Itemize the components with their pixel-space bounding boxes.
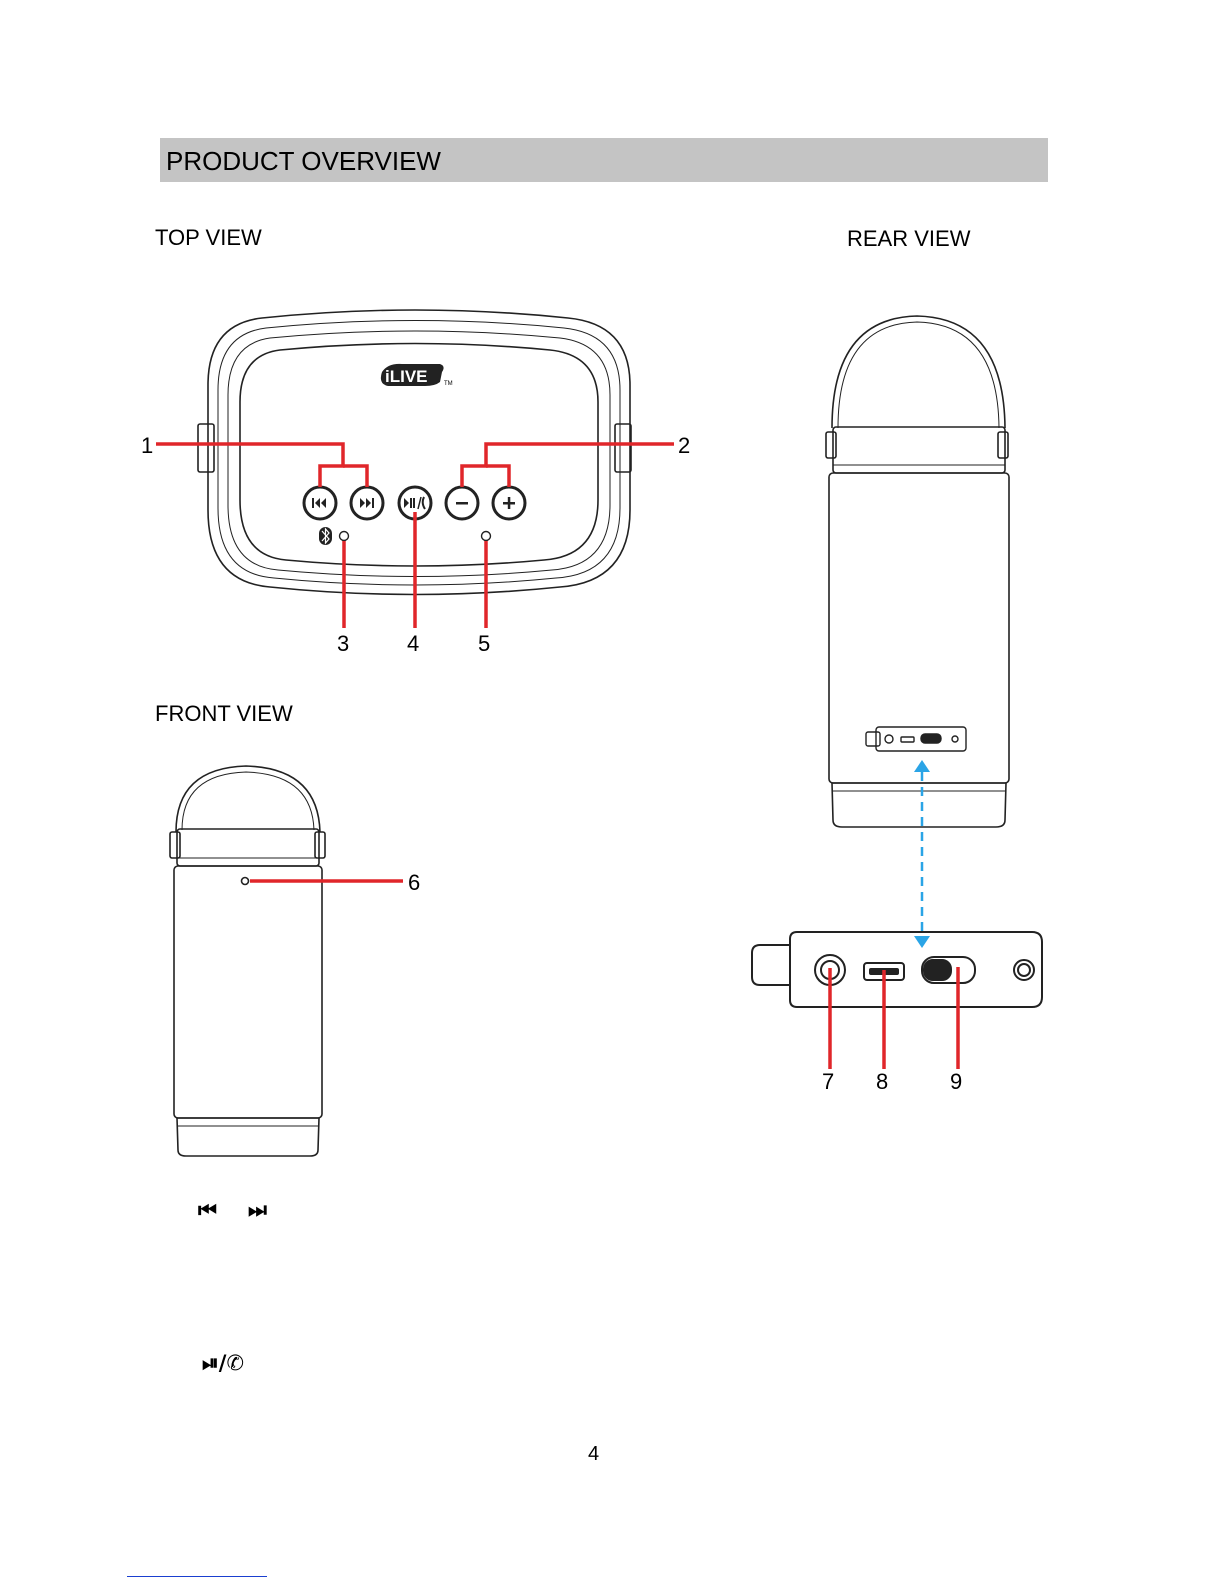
callout-3: 3 [337, 631, 350, 656]
footer-link-underline[interactable] [127, 1576, 267, 1577]
bluetooth-icon [319, 527, 332, 545]
callout-4: 4 [407, 631, 420, 656]
panel-tab [752, 945, 790, 985]
callout-8: 8 [876, 1069, 889, 1094]
logo-brand: iLIVE [385, 367, 428, 386]
top-view-callout-lines [156, 444, 674, 628]
skip-back-button[interactable] [304, 487, 336, 519]
top-view-label: TOP VIEW [155, 225, 262, 250]
left-handle-mount [198, 424, 214, 472]
legend-play-pause-call-icon: ⏯/✆ [202, 1351, 245, 1375]
front-bottom-cap [177, 1118, 319, 1156]
rear-body [829, 473, 1009, 783]
minus-icon [456, 502, 468, 505]
microphone-hole [242, 878, 249, 885]
rear-top-cap [833, 427, 1005, 473]
rear-bottom-cap [832, 783, 1006, 827]
mounting-screw [1014, 960, 1034, 980]
right-handle-mount [615, 424, 631, 472]
callout-7: 7 [822, 1069, 835, 1094]
zoom-arrow [914, 760, 930, 948]
rear-handle [832, 316, 1005, 428]
front-body [174, 866, 322, 1118]
legend-skip-back-icon: ⏮ [198, 1198, 217, 1222]
panel-plate [790, 932, 1042, 1007]
port-panel-detail [752, 932, 1042, 1007]
callout-5: 5 [478, 631, 491, 656]
rear-port-panel-small [866, 727, 966, 751]
front-handle [176, 766, 320, 832]
ilive-logo [381, 364, 453, 387]
callout-1: 1 [141, 433, 154, 458]
page-number: 4 [588, 1443, 600, 1465]
rim-groove-1 [218, 321, 620, 586]
front-view-speaker [170, 766, 325, 1156]
legend-skip-forward-icon: ⏭ [248, 1198, 267, 1222]
logo-tm: TM [444, 381, 453, 387]
callout-2: 2 [678, 433, 691, 458]
bluetooth-led [340, 532, 349, 541]
charge-led [482, 532, 491, 541]
volume-down-button[interactable] [446, 487, 478, 519]
volume-up-button[interactable] [493, 487, 525, 519]
callout-9: 9 [950, 1069, 963, 1094]
skip-forward-button[interactable] [351, 487, 383, 519]
front-view-label: FRONT VIEW [155, 701, 293, 726]
section-title: PRODUCT OVERVIEW [166, 146, 441, 176]
power-switch[interactable] [922, 957, 975, 983]
rear-view-label: REAR VIEW [847, 226, 971, 251]
callout-6: 6 [408, 870, 421, 895]
front-top-cap [177, 829, 319, 866]
